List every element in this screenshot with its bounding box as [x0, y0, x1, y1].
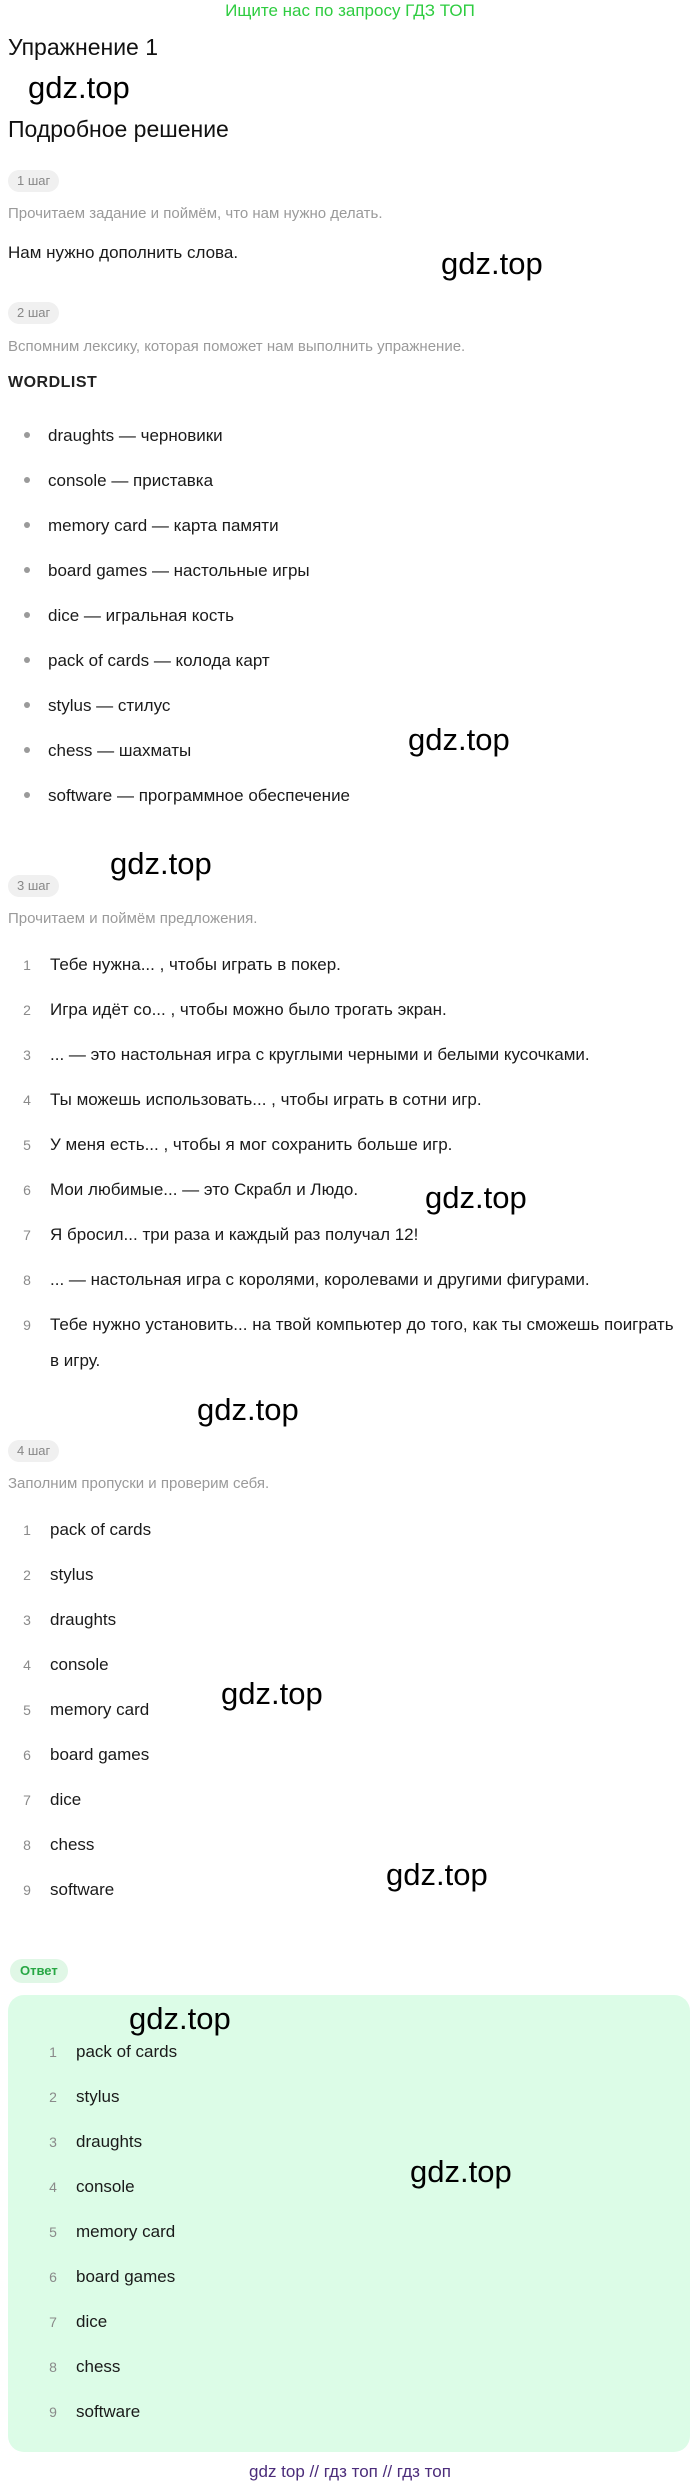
step-2-hint: Вспомним лексику, которая поможет нам выполнить упражнение. [8, 338, 466, 355]
answer-text: memory card [76, 2222, 176, 2241]
list-item [24, 786, 350, 806]
bullet-icon [24, 657, 30, 663]
bullet-icon [24, 477, 30, 483]
sentence-text: У меня есть... , чтобы я мог сохранить больше игр. [50, 1135, 453, 1154]
watermark: gdz.top [129, 2001, 231, 2036]
page-title: Упражнение 1 [8, 34, 159, 60]
sentence-text: ... — настольная игра с королями, королевами и другими фигурами. [50, 1270, 590, 1289]
list-item [16, 1262, 676, 1298]
watermark: gdz.top [386, 1857, 488, 1892]
sentence-text: Игра идёт со... , чтобы можно было трогать экран. [50, 1000, 447, 1019]
step-1-badge [8, 170, 59, 192]
bullet-icon [24, 522, 30, 528]
item-number: 3 [23, 1047, 31, 1063]
footer-link[interactable]: гдз топ [323, 2462, 378, 2481]
step-badge-label: 4 шаг [8, 1440, 59, 1462]
item-number: 9 [23, 1317, 31, 1333]
answer-text: chess [50, 1835, 95, 1854]
step-4-badge [8, 1440, 59, 1462]
wordlist-item-text: draughts — черновики [48, 426, 223, 445]
list-item [16, 947, 676, 983]
watermark: gdz.top [410, 2154, 512, 2189]
step-2-badge [8, 302, 59, 324]
item-number: 6 [49, 2269, 57, 2285]
list-item [16, 1745, 149, 1765]
footer-link[interactable]: gdz top [249, 2462, 305, 2481]
item-number: 3 [49, 2134, 57, 2150]
watermark: gdz.top [28, 70, 130, 105]
sentence-text: Тебе нужна... , чтобы играть в покер. [50, 955, 341, 974]
step-3-badge [8, 875, 59, 897]
answer-text: stylus [50, 1565, 94, 1584]
item-number: 5 [23, 1702, 31, 1718]
answer-text: draughts [76, 2132, 143, 2151]
list-item [24, 426, 223, 446]
footer-separator: // [309, 2462, 319, 2481]
list-item [16, 1565, 93, 1585]
step-1-text: Нам нужно дополнить слова. [8, 243, 239, 262]
sentence-text: Мои любимые... — это Скрабл и Людо. [50, 1180, 359, 1199]
item-number: 1 [49, 2044, 57, 2060]
item-number: 1 [23, 957, 31, 973]
answer-badge: Ответ [10, 1959, 68, 1983]
bullet-icon [24, 702, 30, 708]
wordlist-item-text: software — программное обеспечение [48, 786, 351, 805]
bullet-icon [24, 747, 30, 753]
item-number: 7 [23, 1792, 31, 1808]
wordlist-item-text: board games — настольные игры [48, 561, 310, 580]
list-item [16, 1835, 94, 1855]
watermark: gdz.top [221, 1676, 323, 1711]
list-item [24, 471, 213, 491]
list-item [42, 2267, 175, 2287]
search-banner[interactable]: Ищите нас по запросу ГДЗ ТОП [225, 1, 475, 20]
answer-text: console [50, 1655, 109, 1674]
list-item [42, 2312, 107, 2332]
watermark: gdz.top [425, 1180, 527, 1215]
list-item [24, 651, 270, 671]
item-number: 4 [49, 2179, 57, 2195]
wordlist-label: WORDLIST [8, 374, 98, 391]
list-item [24, 561, 310, 581]
item-number: 3 [23, 1612, 31, 1628]
item-number: 6 [23, 1182, 31, 1198]
item-number: 7 [49, 2314, 57, 2330]
item-number: 4 [23, 1657, 31, 1673]
step-badge-label: 3 шаг [8, 875, 59, 897]
list-item [16, 1037, 676, 1073]
watermark: gdz.top [408, 722, 510, 757]
section-title: Подробное решение [8, 116, 229, 142]
answer-text: dice [50, 1790, 82, 1809]
footer-separator: // [382, 2462, 393, 2481]
item-number: 2 [23, 1567, 31, 1583]
list-item [42, 2402, 140, 2422]
list-item [16, 1217, 676, 1253]
bullet-icon [24, 612, 30, 618]
answer-text: software [50, 1880, 115, 1899]
answer-text: software [76, 2402, 141, 2421]
list-item [16, 1172, 676, 1208]
list-item [16, 1880, 114, 1900]
item-number: 8 [49, 2359, 57, 2375]
answer-text: draughts [50, 1610, 117, 1629]
sentence-text: Ты можешь использовать... , чтобы играть в сотни игр. [50, 1090, 482, 1109]
item-number: 8 [23, 1272, 31, 1288]
answer-text: memory card [50, 1700, 150, 1719]
wordlist-item-text: memory card — карта памяти [48, 516, 279, 535]
wordlist-item-text: dice — игральная кость [48, 606, 235, 625]
sentence-text: Я бросил... три раза и каждый раз получал 12! [50, 1225, 419, 1244]
answer-text: dice [76, 2312, 108, 2331]
item-number: 2 [49, 2089, 57, 2105]
bullet-icon [24, 567, 30, 573]
wordlist-item-text: chess — шахматы [48, 741, 192, 760]
item-number: 5 [49, 2224, 57, 2240]
list-item [16, 1082, 676, 1118]
bullet-icon [24, 792, 30, 798]
footer-links [0, 2462, 700, 2482]
wordlist-item-text: stylus — стилус [48, 696, 171, 715]
list-item [42, 2222, 175, 2242]
step-badge-label: 2 шаг [8, 302, 59, 324]
list-item [24, 606, 234, 626]
bullet-icon [24, 432, 30, 438]
list-item [24, 696, 170, 716]
list-item [16, 1610, 116, 1630]
list-item [42, 2357, 120, 2377]
item-number: 8 [23, 1837, 31, 1853]
step-4-hint: Заполним пропуски и проверим себя. [8, 1475, 270, 1492]
item-number: 4 [23, 1092, 31, 1108]
step-3-hint: Прочитаем и поймём предложения. [8, 910, 258, 927]
list-item [16, 1520, 151, 1540]
step-1-hint: Прочитаем задание и поймём, что нам нужно делать. [8, 205, 383, 222]
wordlist-item-text: console — приставка [48, 471, 214, 490]
list-item [42, 2132, 142, 2152]
answer-text: board games [76, 2267, 176, 2286]
item-number: 5 [23, 1137, 31, 1153]
item-number: 2 [23, 1002, 31, 1018]
list-item [16, 1127, 676, 1163]
watermark: gdz.top [197, 1392, 299, 1427]
item-number: 1 [23, 1522, 31, 1538]
list-item [42, 2042, 177, 2062]
step-badge-label: 1 шаг [8, 170, 59, 192]
list-item [24, 516, 279, 536]
answer-text: pack of cards [76, 2042, 178, 2061]
watermark: gdz.top [441, 246, 543, 281]
sentence-text: Тебе нужно установить... на твой компьютер до того, как ты сможешь поиграть в игру. [50, 1315, 674, 1370]
list-item [16, 1790, 81, 1810]
item-number: 6 [23, 1747, 31, 1763]
sentence-text: ... — это настольная игра с круглыми черными и белыми кусочками. [50, 1045, 590, 1064]
list-item [42, 2177, 135, 2197]
list-item [24, 741, 191, 761]
item-number: 9 [49, 2404, 57, 2420]
item-number: 9 [23, 1882, 31, 1898]
list-item [42, 2087, 119, 2107]
watermark: gdz.top [110, 846, 212, 881]
list-item [16, 992, 676, 1028]
footer-link[interactable]: гдз топ [396, 2462, 451, 2481]
list-item [16, 1655, 109, 1675]
answer-text: board games [50, 1745, 150, 1764]
list-item [16, 1307, 676, 1379]
answer-text: console [76, 2177, 135, 2196]
item-number: 7 [23, 1227, 31, 1243]
wordlist-item-text: pack of cards — колода карт [48, 651, 270, 670]
answer-text: stylus [76, 2087, 120, 2106]
answer-text: pack of cards [50, 1520, 152, 1539]
list-item [16, 1700, 149, 1720]
answer-text: chess [76, 2357, 121, 2376]
